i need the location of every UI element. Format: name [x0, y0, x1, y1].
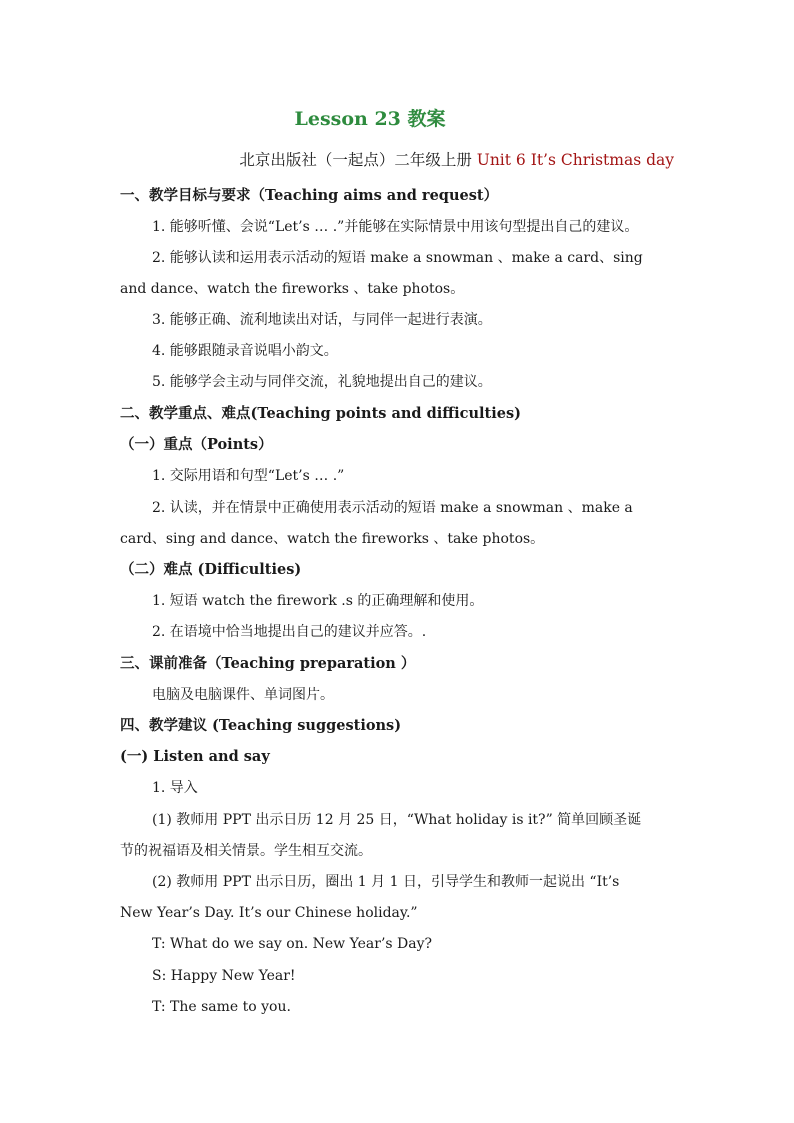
- document-title: Lesson 23 教案: [294, 108, 446, 130]
- points-heading: （一）重点（Points）: [120, 436, 273, 453]
- aim-item-3: 3. 能够正确、流利地读出对话，与同伴一起进行表演。: [152, 312, 492, 328]
- subtitle-prefix: 北京出版社（一起点）二年级上册: [239, 151, 477, 169]
- section4-heading: 四、教学建议 (Teaching suggestions): [120, 717, 402, 734]
- dialogue-line-1: T: What do we say on. New Year’s Day?: [152, 936, 433, 952]
- aim-item-2-cont: and dance、watch the fireworks 、take photos。: [120, 281, 465, 297]
- suggestion-line-1: 1. 导入: [152, 780, 198, 796]
- document-subtitle: [239, 148, 674, 170]
- section1-heading: 一、教学目标与要求（Teaching aims and request）: [120, 187, 499, 204]
- aim-item-1: 1. 能够听懂、会说“Let’s … .”并能够在实际情景中用该句型提出自己的建议。: [152, 219, 639, 235]
- subtitle-unit: Unit 6 It’s Christmas day: [476, 151, 674, 169]
- point-item-2: 2. 认读，并在情景中正确使用表示活动的短语 make a snowman 、make a: [152, 500, 633, 516]
- section2-heading: 二、教学重点、难点(Teaching points and difficulties): [120, 405, 522, 422]
- dialogue-line-2: S: Happy New Year!: [152, 968, 296, 984]
- suggestion-line-4: (2) 教师用 PPT 出示日历，圈出 1 月 1 日，引导学生和教师一起说出 “It’s: [152, 874, 620, 890]
- difficulty-item-2: 2. 在语境中恰当地提出自己的建议并应答。.: [152, 624, 427, 640]
- point-item-2-cont: card、sing and dance、watch the fireworks 、take photos。: [120, 531, 545, 547]
- aim-item-5: 5. 能够学会主动与同伴交流，礼貌地提出自己的建议。: [152, 374, 492, 390]
- suggestion-line-5: New Year’s Day. It’s our Chinese holiday.”: [120, 905, 418, 921]
- point-item-1: 1. 交际用语和句型“Let’s … .”: [152, 468, 345, 484]
- difficulties-heading: （二）难点 (Difficulties): [120, 561, 302, 578]
- preparation-text: 电脑及电脑课件、单词图片。: [152, 687, 334, 703]
- aim-item-4: 4. 能够跟随录音说唱小韵文。: [152, 343, 338, 359]
- difficulty-item-1: 1. 短语 watch the firework .s 的正确理解和使用。: [152, 593, 484, 609]
- aim-item-2: 2. 能够认读和运用表示活动的短语 make a snowman 、make a card、sing: [152, 250, 643, 266]
- dialogue-line-3: T: The same to you.: [152, 999, 291, 1015]
- suggestion-line-2: (1) 教师用 PPT 出示日历 12 月 25 日，“What holiday is it?” 简单回顾圣诞: [152, 812, 642, 828]
- suggestion-line-3: 节的祝福语及相关情景。学生相互交流。: [120, 843, 372, 859]
- section3-heading: 三、课前准备（Teaching preparation ）: [120, 655, 416, 672]
- listen-and-say-heading: (一) Listen and say: [120, 748, 270, 765]
